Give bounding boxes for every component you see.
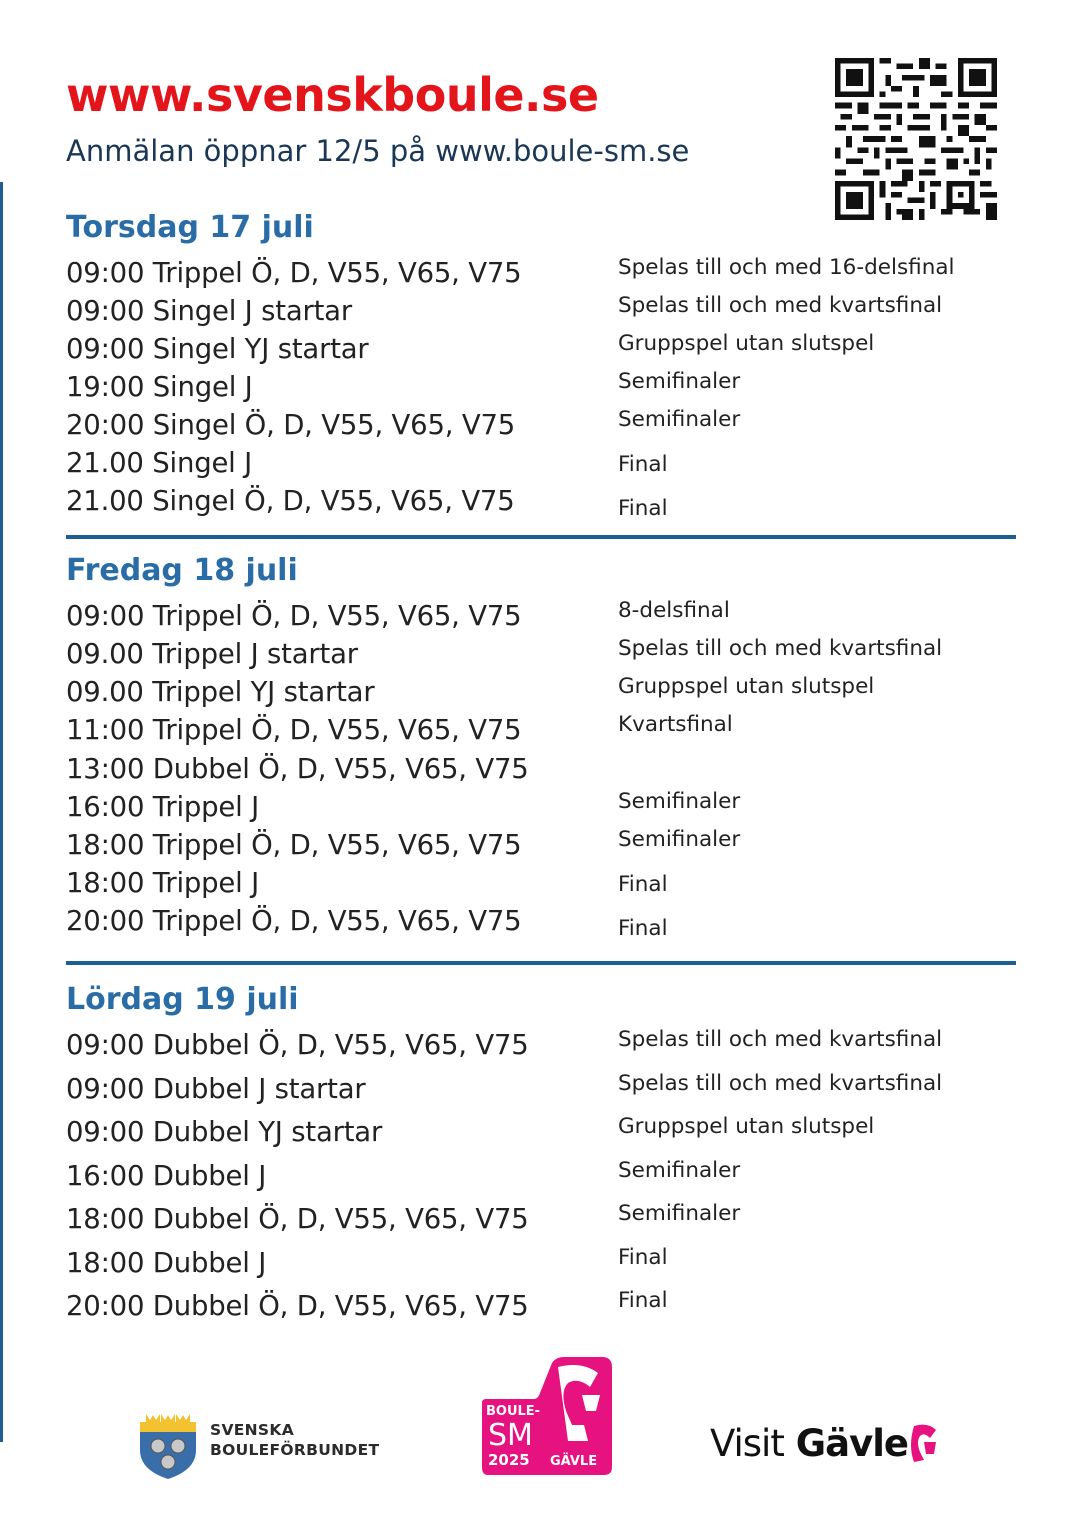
sm-logo-line2: SM — [488, 1418, 533, 1453]
day-heading-fredag: Fredag 18 juli — [66, 553, 298, 588]
schedule-row — [0, 295, 1080, 333]
event-text: 09.00 Trippel J startar — [66, 638, 358, 670]
schedule-row — [0, 485, 1080, 523]
schedule-row — [0, 333, 1080, 371]
event-note: Final — [618, 1288, 668, 1313]
event-text: 18:00 Dubbel J — [66, 1247, 267, 1279]
schedule-row — [0, 600, 1080, 638]
schedule-row — [0, 257, 1080, 295]
event-note: Semifinaler — [618, 369, 741, 394]
event-note: Spelas till och med kvartsfinal — [618, 636, 943, 661]
schedule-row — [0, 1073, 1080, 1111]
visit-gavle-logo — [710, 1418, 940, 1472]
event-note: Final — [618, 872, 668, 897]
sbf-logo — [138, 1408, 398, 1480]
event-note: Gruppspel utan slutspel — [618, 674, 875, 699]
event-text: 20:00 Singel Ö, D, V55, V65, V75 — [66, 409, 516, 441]
gavle-word: Gävle — [795, 1422, 908, 1465]
boule-sm-logo-icon — [478, 1355, 614, 1477]
event-text: 21.00 Singel J — [66, 447, 253, 479]
event-note: Spelas till och med kvartsfinal — [618, 293, 943, 318]
schedule-row — [0, 447, 1080, 485]
schedule-row — [0, 829, 1080, 867]
sbf-crest-icon — [138, 1410, 198, 1480]
event-note: Gruppspel utan slutspel — [618, 331, 875, 356]
sm-logo-year: 2025 — [488, 1451, 530, 1469]
sm-logo-city: GÄVLE — [550, 1454, 598, 1469]
event-text: 19:00 Singel J — [66, 371, 253, 403]
event-note: Spelas till och med 16-delsfinal — [618, 255, 955, 280]
event-text: 09:00 Singel J startar — [66, 295, 352, 327]
event-text: 13:00 Dubbel Ö, D, V55, V65, V75 — [66, 753, 529, 785]
schedule-row — [0, 1160, 1080, 1198]
schedule-row — [0, 1029, 1080, 1067]
schedule-row — [0, 791, 1080, 829]
event-note: Gruppspel utan slutspel — [618, 1114, 875, 1139]
schedule-row — [0, 1116, 1080, 1154]
schedule-row — [0, 714, 1080, 752]
event-note: Semifinaler — [618, 1201, 741, 1226]
event-note: Semifinaler — [618, 407, 741, 432]
event-note: Semifinaler — [618, 789, 741, 814]
event-text: 09:00 Dubbel Ö, D, V55, V65, V75 — [66, 1029, 529, 1061]
schedule-row — [0, 905, 1080, 943]
event-note: Final — [618, 1245, 668, 1270]
event-text: 18:00 Trippel Ö, D, V55, V65, V75 — [66, 829, 522, 861]
event-note: Spelas till och med kvartsfinal — [618, 1071, 943, 1096]
event-note: Semifinaler — [618, 1158, 741, 1183]
event-note: Final — [618, 496, 668, 521]
event-text: 18:00 Trippel J — [66, 867, 260, 899]
event-note: Spelas till och med kvartsfinal — [618, 1027, 943, 1052]
event-text: 11:00 Trippel Ö, D, V55, V65, V75 — [66, 714, 522, 746]
schedule-row — [0, 1290, 1080, 1328]
event-text: 18:00 Dubbel Ö, D, V55, V65, V75 — [66, 1203, 529, 1235]
sbf-name-line2: BOULEFÖRBUNDET — [210, 1441, 380, 1459]
event-text: 09:00 Trippel Ö, D, V55, V65, V75 — [66, 257, 522, 289]
day-heading-lordag: Lördag 19 juli — [66, 982, 299, 1017]
schedule-row — [0, 753, 1080, 791]
schedule-row — [0, 409, 1080, 447]
event-note: Final — [618, 452, 668, 477]
event-note: Semifinaler — [618, 827, 741, 852]
event-text: 09.00 Trippel YJ startar — [66, 676, 375, 708]
registration-info: Anmälan öppnar 12/5 på www.boule-sm.se — [66, 134, 690, 168]
event-text: 09:00 Dubbel J startar — [66, 1073, 366, 1105]
event-text: 09:00 Trippel Ö, D, V55, V65, V75 — [66, 600, 522, 632]
schedule-row — [0, 1247, 1080, 1285]
day-heading-torsdag: Torsdag 17 juli — [66, 210, 314, 245]
gavle-g-icon — [908, 1422, 938, 1464]
schedule-row — [0, 1203, 1080, 1241]
event-note: Kvartsfinal — [618, 712, 733, 737]
schedule-row — [0, 676, 1080, 714]
visit-word: Visit — [710, 1422, 784, 1465]
event-note: 8-delsfinal — [618, 598, 730, 623]
qr-code-icon[interactable] — [835, 58, 997, 220]
event-text: 09:00 Dubbel YJ startar — [66, 1116, 383, 1148]
section-divider — [66, 961, 1016, 965]
event-text: 20:00 Trippel Ö, D, V55, V65, V75 — [66, 905, 522, 937]
schedule-row — [0, 638, 1080, 676]
event-note: Final — [618, 916, 668, 941]
sm-logo-line1: BOULE- — [486, 1404, 541, 1419]
schedule-row — [0, 867, 1080, 905]
schedule-row — [0, 371, 1080, 409]
section-divider — [66, 535, 1016, 539]
site-url[interactable]: www.svenskboule.se — [66, 68, 599, 122]
event-text: 20:00 Dubbel Ö, D, V55, V65, V75 — [66, 1290, 529, 1322]
event-text: 16:00 Trippel J — [66, 791, 260, 823]
event-text: 16:00 Dubbel J — [66, 1160, 267, 1192]
event-text: 09:00 Singel YJ startar — [66, 333, 369, 365]
event-text: 21.00 Singel Ö, D, V55, V65, V75 — [66, 485, 515, 517]
sbf-name-line1: SVENSKA — [210, 1421, 294, 1439]
